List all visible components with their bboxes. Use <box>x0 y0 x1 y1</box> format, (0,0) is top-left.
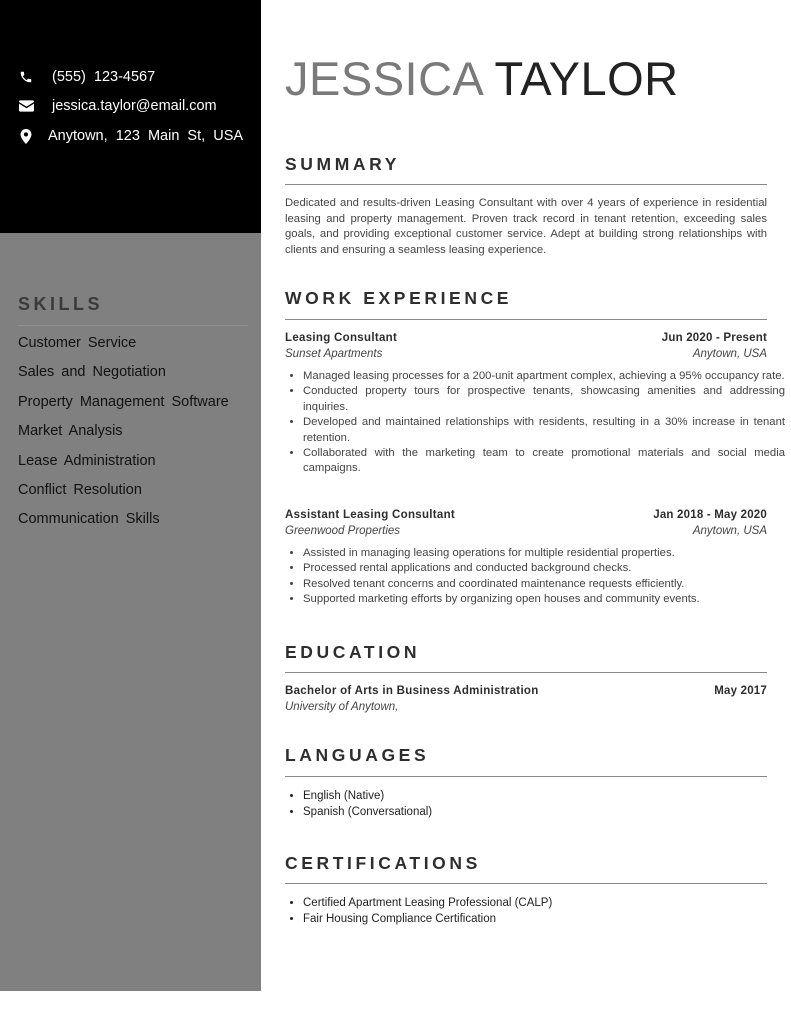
summary-heading: SUMMARY <box>285 154 400 174</box>
first-name: JESSICA <box>285 52 482 105</box>
job-location: Anytown, USA <box>692 348 767 360</box>
job-bullets <box>285 369 785 477</box>
skill-item: Communication Skills <box>18 511 160 527</box>
job-bullet: • Resolved tenant concerns and coordinated maintenance requests efficiently. <box>303 577 785 592</box>
job-bullet: • Developed and maintained relationships with residents, resulting in a 30% increase in tenant retention. <box>303 415 785 446</box>
skill-item: Property Management Software <box>18 394 229 410</box>
job-bullet: • Conducted property tours for prospective tenants, showcasing amenities and addressing inquiries. <box>303 384 785 415</box>
job-dates: Jan 2018 - May 2020 <box>653 509 767 521</box>
email-address: jessica.taylor@email.com <box>52 98 217 114</box>
language-item: • English (Native) <box>303 788 785 804</box>
contact-panel <box>0 0 261 233</box>
job-bullet: • Supported marketing efforts by organizing open houses and community events. <box>303 592 785 607</box>
skill-item: Customer Service <box>18 335 137 351</box>
languages-heading: LANGUAGES <box>285 745 430 765</box>
summary-text: Dedicated and results-driven Leasing Consultant with over 4 years of experience in residential leasing and property management. Proven track record in tenant retention, exceeding sales goals, and providing exceptional customer service. Adept at building strong relationships with clients and ensuring a seamless leasing experience. <box>285 197 767 256</box>
skill-item: Market Analysis <box>18 423 123 439</box>
certification-item: • Fair Housing Compliance Certification <box>303 911 785 927</box>
phone-number: (555) 123-4567 <box>52 69 156 85</box>
contact-email <box>18 98 217 114</box>
job-company: Sunset Apartments <box>285 348 383 360</box>
summary-divider <box>285 184 767 185</box>
skill-item: Conflict Resolution <box>18 482 142 498</box>
education-heading: EDUCATION <box>285 642 421 662</box>
location-pin-icon <box>18 128 34 144</box>
job-title: Assistant Leasing Consultant <box>285 509 456 521</box>
job-bullet: • Assisted in managing leasing operations for multiple residential properties. <box>303 546 785 561</box>
candidate-name <box>285 52 679 105</box>
experience-divider <box>285 319 767 320</box>
job-location: Anytown, USA <box>692 525 767 537</box>
degree-date: May 2017 <box>714 685 767 697</box>
language-item: • Spanish (Conversational) <box>303 804 785 820</box>
certifications-heading: CERTIFICATIONS <box>285 853 481 873</box>
education-divider <box>285 672 767 673</box>
languages-list <box>285 788 785 820</box>
school-name: University of Anytown, <box>285 701 399 713</box>
job-bullet: • Managed leasing processes for a 200-unit apartment complex, achieving a 95% occupancy rate. <box>303 369 785 384</box>
contact-address <box>18 128 243 144</box>
degree-title: Bachelor of Arts in Business Administration <box>285 685 539 697</box>
certifications-list <box>285 895 785 927</box>
job-bullets <box>285 546 785 608</box>
job-company: Greenwood Properties <box>285 525 401 537</box>
experience-heading: WORK EXPERIENCE <box>285 288 513 308</box>
skills-divider <box>18 325 248 326</box>
job-bullet: • Collaborated with the marketing team to create promotional materials and social media campaigns. <box>303 446 785 477</box>
job-bullet: • Processed rental applications and conducted background checks. <box>303 561 785 576</box>
street-address: Anytown, 123 Main St, USA <box>48 128 244 144</box>
contact-phone <box>18 69 155 85</box>
skill-item: Lease Administration <box>18 453 156 469</box>
phone-icon <box>18 69 34 85</box>
envelope-icon <box>18 98 34 114</box>
certifications-divider <box>285 883 767 884</box>
languages-divider <box>285 776 767 777</box>
skills-heading: SKILLS <box>18 294 104 314</box>
job-dates: Jun 2020 - Present <box>661 332 767 344</box>
certification-item: • Certified Apartment Leasing Professional (CALP) <box>303 895 785 911</box>
job-title: Leasing Consultant <box>285 332 398 344</box>
skill-item: Sales and Negotiation <box>18 364 166 380</box>
last-name: TAYLOR <box>494 52 679 105</box>
